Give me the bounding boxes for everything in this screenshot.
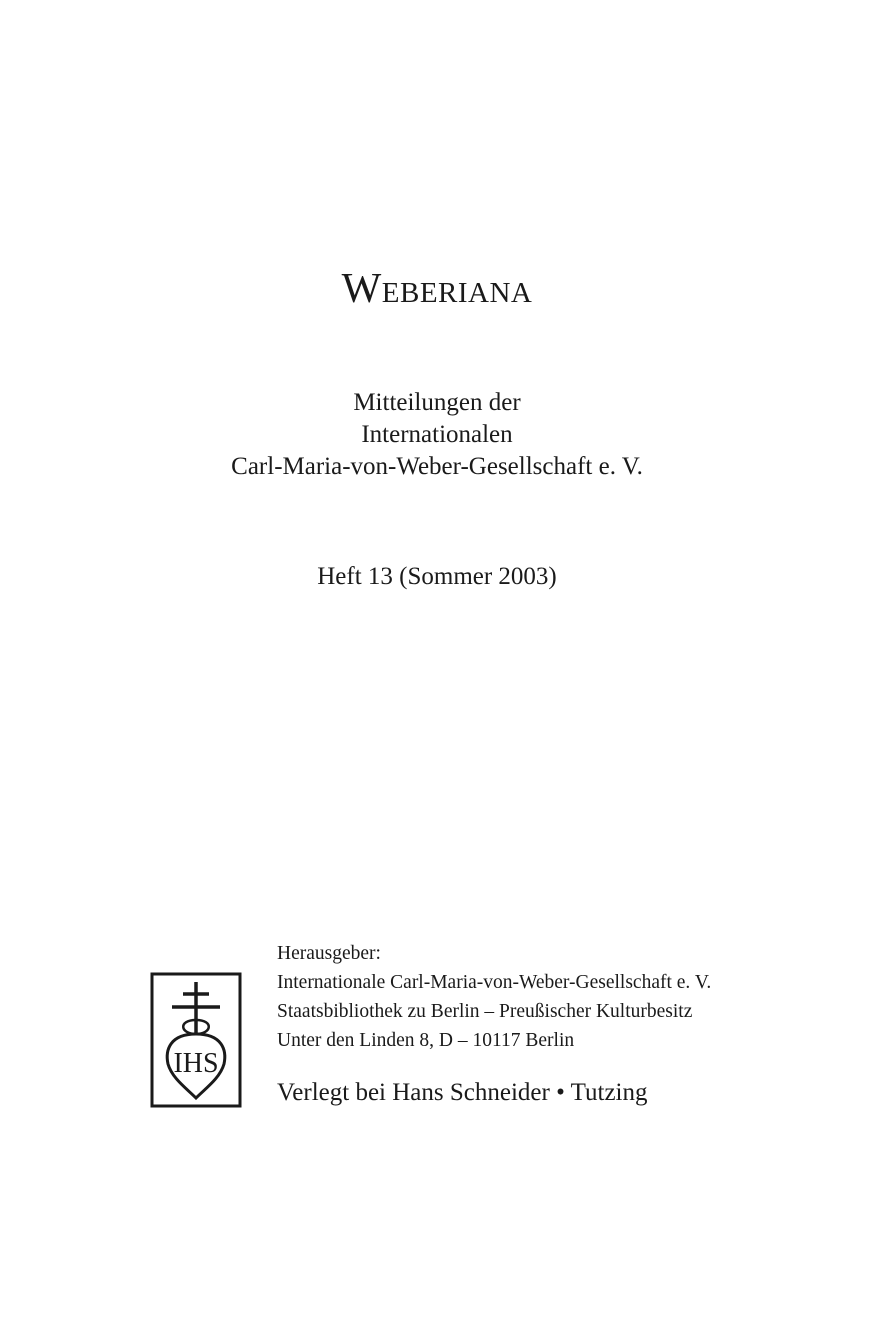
imprint-line: Internationale Carl-Maria-von-Weber-Gesellschaft e. V. bbox=[277, 972, 712, 993]
imprint-line: Herausgeber: bbox=[277, 943, 381, 964]
ihs-cross-emblem-icon bbox=[150, 972, 242, 1108]
publisher-line: Verlegt bei Hans Schneider • Tutzing bbox=[277, 1079, 648, 1106]
subtitle-line: Internationalen bbox=[361, 421, 513, 448]
subtitle-line: Carl-Maria-von-Weber-Gesellschaft e. V. bbox=[231, 453, 643, 480]
imprint-line: Unter den Linden 8, D – 10117 Berlin bbox=[277, 1030, 575, 1051]
imprint-line: Staatsbibliothek zu Berlin – Preußischer Kulturbesitz bbox=[277, 1001, 693, 1022]
subtitle-line: Mitteilungen der bbox=[353, 389, 521, 416]
subtitle bbox=[0, 387, 874, 483]
emblem-letters: IHS bbox=[173, 1048, 219, 1079]
page-title: Weberiana bbox=[341, 266, 533, 312]
imprint-block bbox=[277, 939, 711, 1055]
issue-label: Heft 13 (Sommer 2003) bbox=[317, 563, 557, 590]
